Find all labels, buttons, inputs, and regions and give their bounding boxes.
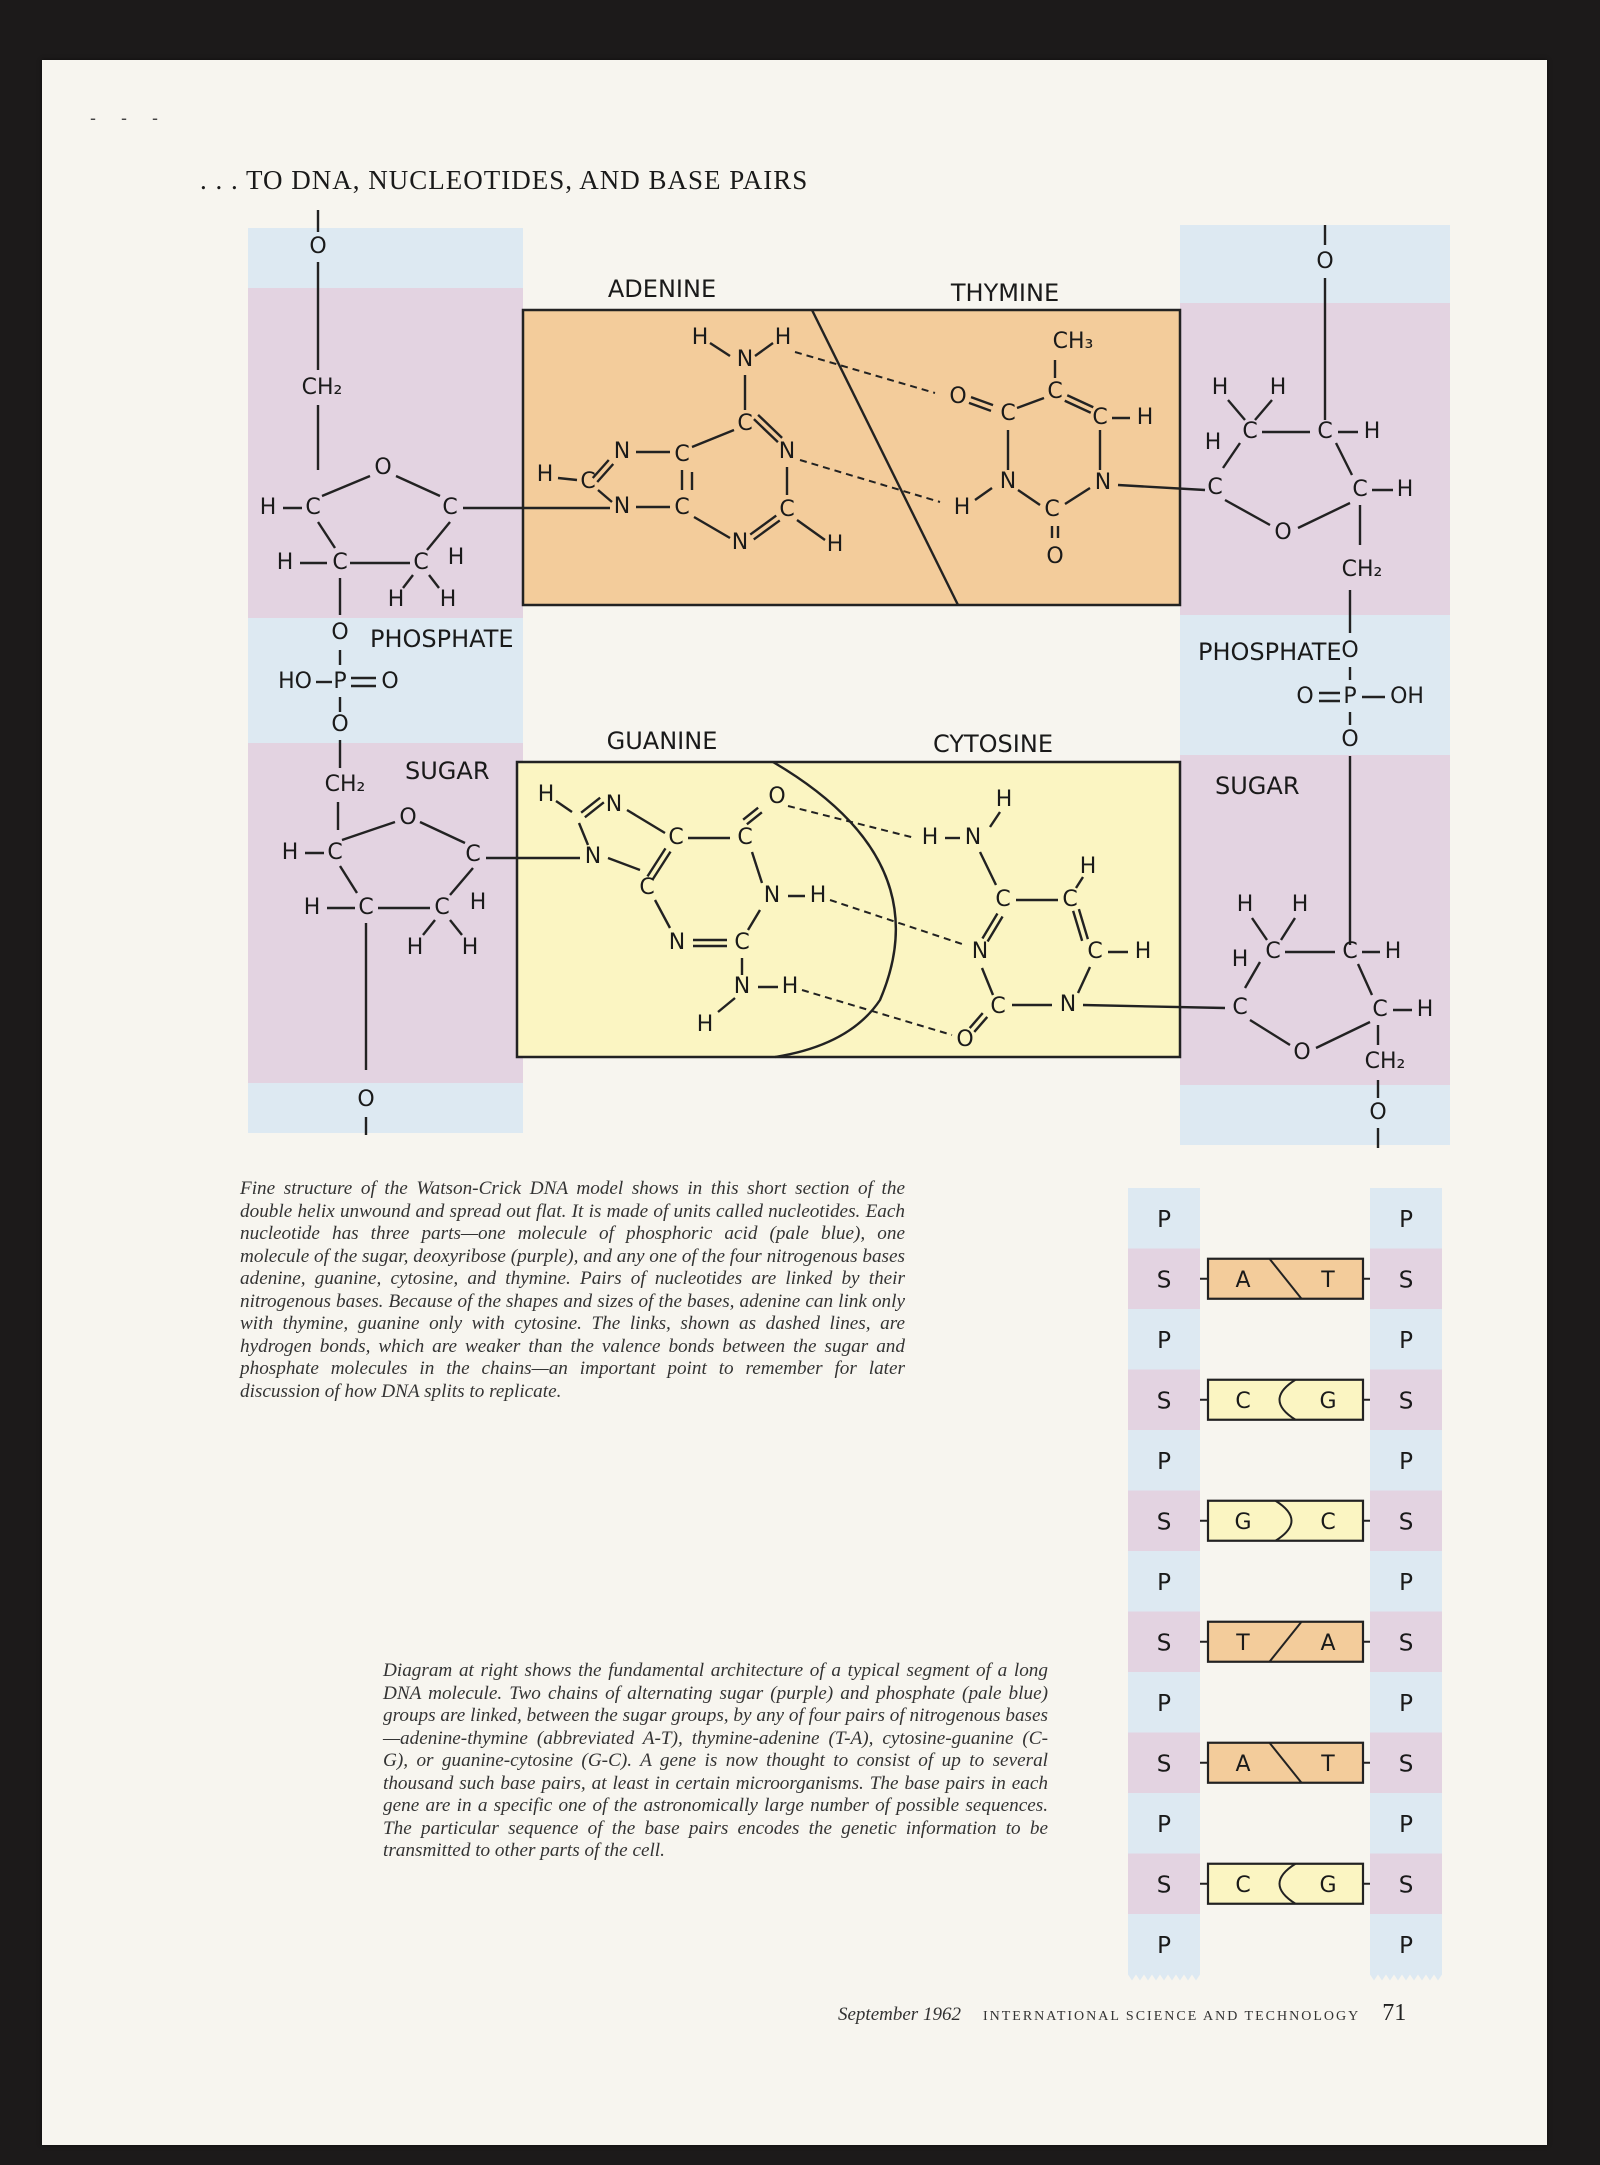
atom-label: H: [691, 325, 709, 350]
atom-label: H: [826, 532, 844, 557]
atom-label: O: [1046, 544, 1064, 569]
atom-label: O: [381, 669, 399, 694]
atom-label: H: [406, 935, 424, 960]
sugar-label-left: SUGAR: [405, 757, 490, 785]
ladder-base-right: C: [1320, 1509, 1336, 1535]
atom-label: O: [1274, 520, 1292, 545]
atom-label: C: [1000, 401, 1016, 426]
atom-label: O: [1341, 638, 1359, 663]
ladder-strand-label: S: [1156, 1388, 1172, 1415]
atom-label: O: [331, 712, 349, 737]
atom-label: C: [1047, 379, 1063, 404]
ladder-base-pair: [1208, 1501, 1363, 1541]
architecture-caption: Diagram at right shows the fundamental architecture of a typical segment of a long DNA molecule. Two chains of alternating sugar (purple) and phosphate (pale blue) groups are linked, between the sugar groups, by any of four pairs of nitrogenous bases—adenine-thymine (abbreviated A-T), thymine-adenine (T-A), cytosine-guanine (C-G), or guanine-cytosine (G-C). A gene is now thought to consist of up to several thousand such base pairs, at least in certain microorganisms. The base pairs in each gene are in a specific one of the astronomically large number of possible sequences. The particular sequence of the base pairs encodes the genetic information to be transmitted to other parts of the cell.: [383, 1660, 1048, 1861]
atom-label: H: [1136, 405, 1154, 430]
atom-label: H: [809, 883, 827, 908]
atom-label: H: [696, 1012, 714, 1037]
ch3-label: CH₃: [1052, 329, 1094, 354]
atom-label: O: [1296, 684, 1314, 709]
atom-label: O: [357, 1087, 375, 1112]
atom-label: C: [358, 895, 374, 920]
atom-label: H: [921, 825, 939, 850]
atom-label: C: [1352, 477, 1368, 502]
dna-ladder-diagram: [1128, 1188, 1442, 1981]
ladder-strand-label: S: [1398, 1872, 1414, 1899]
ladder-strand-label: P: [1157, 1569, 1171, 1596]
ho-label: HO: [278, 669, 312, 694]
atom-label: H: [1396, 477, 1414, 502]
atom-label: O: [374, 455, 392, 480]
ladder-torn-edge: [1434, 1975, 1442, 1981]
page-headline: . . . TO DNA, NUCLEOTIDES, AND BASE PAIRS: [200, 165, 809, 195]
ch2-label: CH₂: [324, 772, 366, 797]
phosphate-band-left-top: [248, 228, 523, 288]
ladder-strand-label: P: [1157, 1690, 1171, 1717]
ladder-torn-edge: [1394, 1975, 1402, 1981]
atom-label: H: [953, 495, 971, 520]
atom-label: C: [1317, 419, 1333, 444]
atom-label: O: [1316, 249, 1334, 274]
ladder-torn-edge: [1160, 1975, 1168, 1981]
ladder-strand-label: S: [1156, 1751, 1172, 1778]
ladder-strand-label: P: [1399, 1206, 1413, 1233]
atom-label: O: [1341, 727, 1359, 752]
ladder-strand-label: P: [1399, 1690, 1413, 1717]
atom-label: N: [613, 439, 631, 464]
ch2-label: CH₂: [1364, 1049, 1406, 1074]
atom-label: C: [1092, 405, 1108, 430]
atom-label: C: [1342, 939, 1358, 964]
atom-label: H: [1384, 939, 1402, 964]
sugar-label-right: SUGAR: [1215, 772, 1300, 800]
ladder-torn-edge: [1426, 1975, 1434, 1981]
atom-label: N: [613, 494, 631, 519]
atom-label: H: [387, 587, 405, 612]
atom-label: C: [1044, 497, 1060, 522]
atom-label: C: [442, 495, 458, 520]
page-footer: [838, 2000, 1406, 2027]
ladder-torn-edge: [1176, 1975, 1184, 1981]
ladder-strand-label: P: [1399, 1932, 1413, 1959]
ch2-label: CH₂: [1341, 557, 1383, 582]
atom-label: C: [413, 550, 429, 575]
atom-label: H: [1363, 419, 1381, 444]
ladder-strand-label: S: [1398, 1509, 1414, 1536]
ladder-base-right: A: [1320, 1630, 1336, 1656]
atom-label: H: [1291, 892, 1309, 917]
atom-label: H: [1269, 375, 1287, 400]
ladder-strand-label: S: [1398, 1630, 1414, 1657]
phosphate-label-right: PHOSPHATE: [1198, 638, 1342, 666]
ladder-base-right: T: [1321, 1751, 1335, 1777]
atom-label: N: [1059, 992, 1077, 1017]
atom-label: H: [276, 550, 294, 575]
ladder-torn-edge: [1418, 1975, 1426, 1981]
fine-structure-caption: Fine structure of the Watson-Crick DNA model shows in this short section of the double helix unwound and spread out flat. It is made of units called nucleotides. Each nucleotide has three parts—one molecule of phosphoric acid (pale blue), one molecule of the sugar, deoxyribose (purple), and any one of the four nitrogenous bases adenine, guanine, cytosine, and thymine. Pairs of nucleotides are linked by their nitrogenous bases. Because of the shapes and sizes of the bases, adenine can link only with thymine, guanine only with cytosine. The links, shown as dashed lines, are hydrogen bonds, which are weaker than the valence bonds between the sugar and phosphate molecules in the chains—an important point to remember for later discussion of how DNA splits to replicate.: [240, 1178, 905, 1402]
ladder-torn-edge: [1144, 1975, 1152, 1981]
ch2-label: CH₂: [301, 375, 343, 400]
ladder-strand-label: S: [1156, 1872, 1172, 1899]
atom-label: N: [1094, 470, 1112, 495]
ladder-base-left: A: [1235, 1267, 1251, 1293]
atom-label: C: [674, 442, 690, 467]
cytosine-label: CYTOSINE: [933, 730, 1053, 758]
ladder-strand-label: P: [1157, 1206, 1171, 1233]
phosphate-band-left-bottom: [248, 1083, 523, 1133]
atom-label: C: [779, 497, 795, 522]
adenine-label: ADENINE: [607, 275, 717, 303]
ladder-strand-label: P: [1399, 1569, 1413, 1596]
atom-label: N: [668, 930, 686, 955]
guanine-label: GUANINE: [606, 727, 718, 755]
atom-label: O: [399, 805, 417, 830]
background-bands: [248, 225, 1450, 1145]
atom-label: N: [971, 939, 989, 964]
ladder-strand-label: S: [1398, 1267, 1414, 1294]
atom-label: C: [1062, 887, 1078, 912]
ladder-strand-label: P: [1157, 1327, 1171, 1354]
atom-label: H: [281, 840, 299, 865]
atom-label: O: [1369, 1100, 1387, 1125]
atom-label: C: [668, 825, 684, 850]
phosphate-band-right-bottom: [1180, 1085, 1450, 1145]
atom-label: N: [605, 792, 623, 817]
atom-label: H: [1134, 939, 1152, 964]
atom-label: C: [434, 895, 450, 920]
ladder-torn-edge: [1386, 1975, 1394, 1981]
atom-label: H: [447, 545, 465, 570]
ladder-base-right: G: [1319, 1388, 1337, 1414]
magazine-name: INTERNATIONAL SCIENCE AND TECHNOLOGY: [982, 2009, 1361, 2024]
ladder-torn-edge: [1402, 1975, 1410, 1981]
issue-date: September 1962: [838, 2004, 961, 2025]
ladder-strand-label: P: [1157, 1811, 1171, 1838]
atom-label: N: [584, 844, 602, 869]
ladder-base-pair: [1208, 1380, 1363, 1420]
atom-label: C: [1087, 939, 1103, 964]
ladder-base-left: A: [1235, 1751, 1251, 1777]
phosphate-label-left: PHOSPHATE: [370, 625, 514, 653]
atom-label: N: [731, 530, 749, 555]
sugar-band-right-bottom: [1180, 755, 1450, 1085]
ladder-torn-edge: [1152, 1975, 1160, 1981]
ladder-base-left: C: [1235, 1872, 1251, 1898]
atom-label: H: [1231, 947, 1249, 972]
atom-label: H: [1079, 854, 1097, 879]
ladder-strand-label: S: [1398, 1388, 1414, 1415]
ladder-strand-label: S: [1398, 1751, 1414, 1778]
atom-label: C: [327, 840, 343, 865]
atom-label: N: [736, 347, 754, 372]
atom-label: O: [949, 384, 967, 409]
atom-label: H: [781, 974, 799, 999]
corner-marks: - - -: [90, 108, 168, 128]
atom-label: N: [964, 825, 982, 850]
atom-label: H: [1236, 892, 1254, 917]
atom-label: C: [674, 495, 690, 520]
atom-label: N: [763, 883, 781, 908]
atom-label: H: [461, 935, 479, 960]
atom-label: C: [580, 469, 596, 494]
atom-label: H: [995, 787, 1013, 812]
atom-label: P: [333, 669, 347, 694]
ladder-base-pair: [1208, 1864, 1363, 1904]
ladder-strand-label: P: [1157, 1932, 1171, 1959]
oh-label: OH: [1390, 684, 1424, 709]
atom-label: C: [990, 994, 1006, 1019]
atom-label: H: [469, 890, 487, 915]
atom-label: H: [774, 325, 792, 350]
atom-label: H: [1416, 997, 1434, 1022]
ladder-strand-label: P: [1399, 1448, 1413, 1475]
ladder-base-right: T: [1321, 1267, 1335, 1293]
ladder-torn-edge: [1168, 1975, 1176, 1981]
ladder-strand-label: S: [1156, 1630, 1172, 1657]
atom-label: C: [1372, 997, 1388, 1022]
ladder-base-left: C: [1235, 1388, 1251, 1414]
ladder-torn-edge: [1410, 1975, 1418, 1981]
ladder-strand-label: P: [1157, 1448, 1171, 1475]
atom-label: C: [305, 495, 321, 520]
ladder-torn-edge: [1136, 1975, 1144, 1981]
ladder-torn-edge: [1128, 1975, 1136, 1981]
atom-label: O: [331, 620, 349, 645]
ladder-torn-edge: [1184, 1975, 1192, 1981]
ladder-strand-label: S: [1156, 1267, 1172, 1294]
atom-label: H: [439, 587, 457, 612]
atom-label: O: [768, 784, 786, 809]
atom-label: P: [1343, 684, 1357, 709]
atom-label: H: [536, 462, 554, 487]
atom-label: O: [309, 234, 327, 259]
atom-label: C: [1265, 939, 1281, 964]
atom-label: H: [1211, 375, 1229, 400]
atom-label: C: [1207, 475, 1223, 500]
atom-label: H: [1204, 430, 1222, 455]
ladder-strand-label: P: [1399, 1811, 1413, 1838]
atom-label: C: [734, 930, 750, 955]
atom-label: H: [537, 782, 555, 807]
page-number: 71: [1382, 2000, 1407, 2026]
atom-label: C: [737, 825, 753, 850]
atom-label: H: [259, 495, 277, 520]
ladder-strand-label: P: [1399, 1327, 1413, 1354]
atom-label: N: [733, 974, 751, 999]
atom-label: O: [956, 1027, 974, 1052]
atom-label: H: [303, 895, 321, 920]
phosphate-band-right-top: [1180, 225, 1450, 303]
ladder-base-left: G: [1234, 1509, 1252, 1535]
atom-label: C: [995, 887, 1011, 912]
atom-label: N: [999, 469, 1017, 494]
sugar-band-right-top: [1180, 303, 1450, 615]
ladder-strand-label: S: [1156, 1509, 1172, 1536]
ladder-torn-edge: [1192, 1975, 1200, 1981]
ladder-base-left: T: [1236, 1630, 1250, 1656]
atom-label: N: [778, 439, 796, 464]
ladder-base-right: G: [1319, 1872, 1337, 1898]
thymine-label: THYMINE: [950, 279, 1060, 307]
ladder-torn-edge: [1370, 1975, 1378, 1981]
atom-label: O: [1293, 1040, 1311, 1065]
atom-label: C: [639, 875, 655, 900]
atom-label: C: [332, 550, 348, 575]
atom-label: C: [737, 411, 753, 436]
ladder-torn-edge: [1378, 1975, 1386, 1981]
atom-label: C: [1242, 419, 1258, 444]
atom-label: C: [465, 842, 481, 867]
atom-label: C: [1232, 995, 1248, 1020]
